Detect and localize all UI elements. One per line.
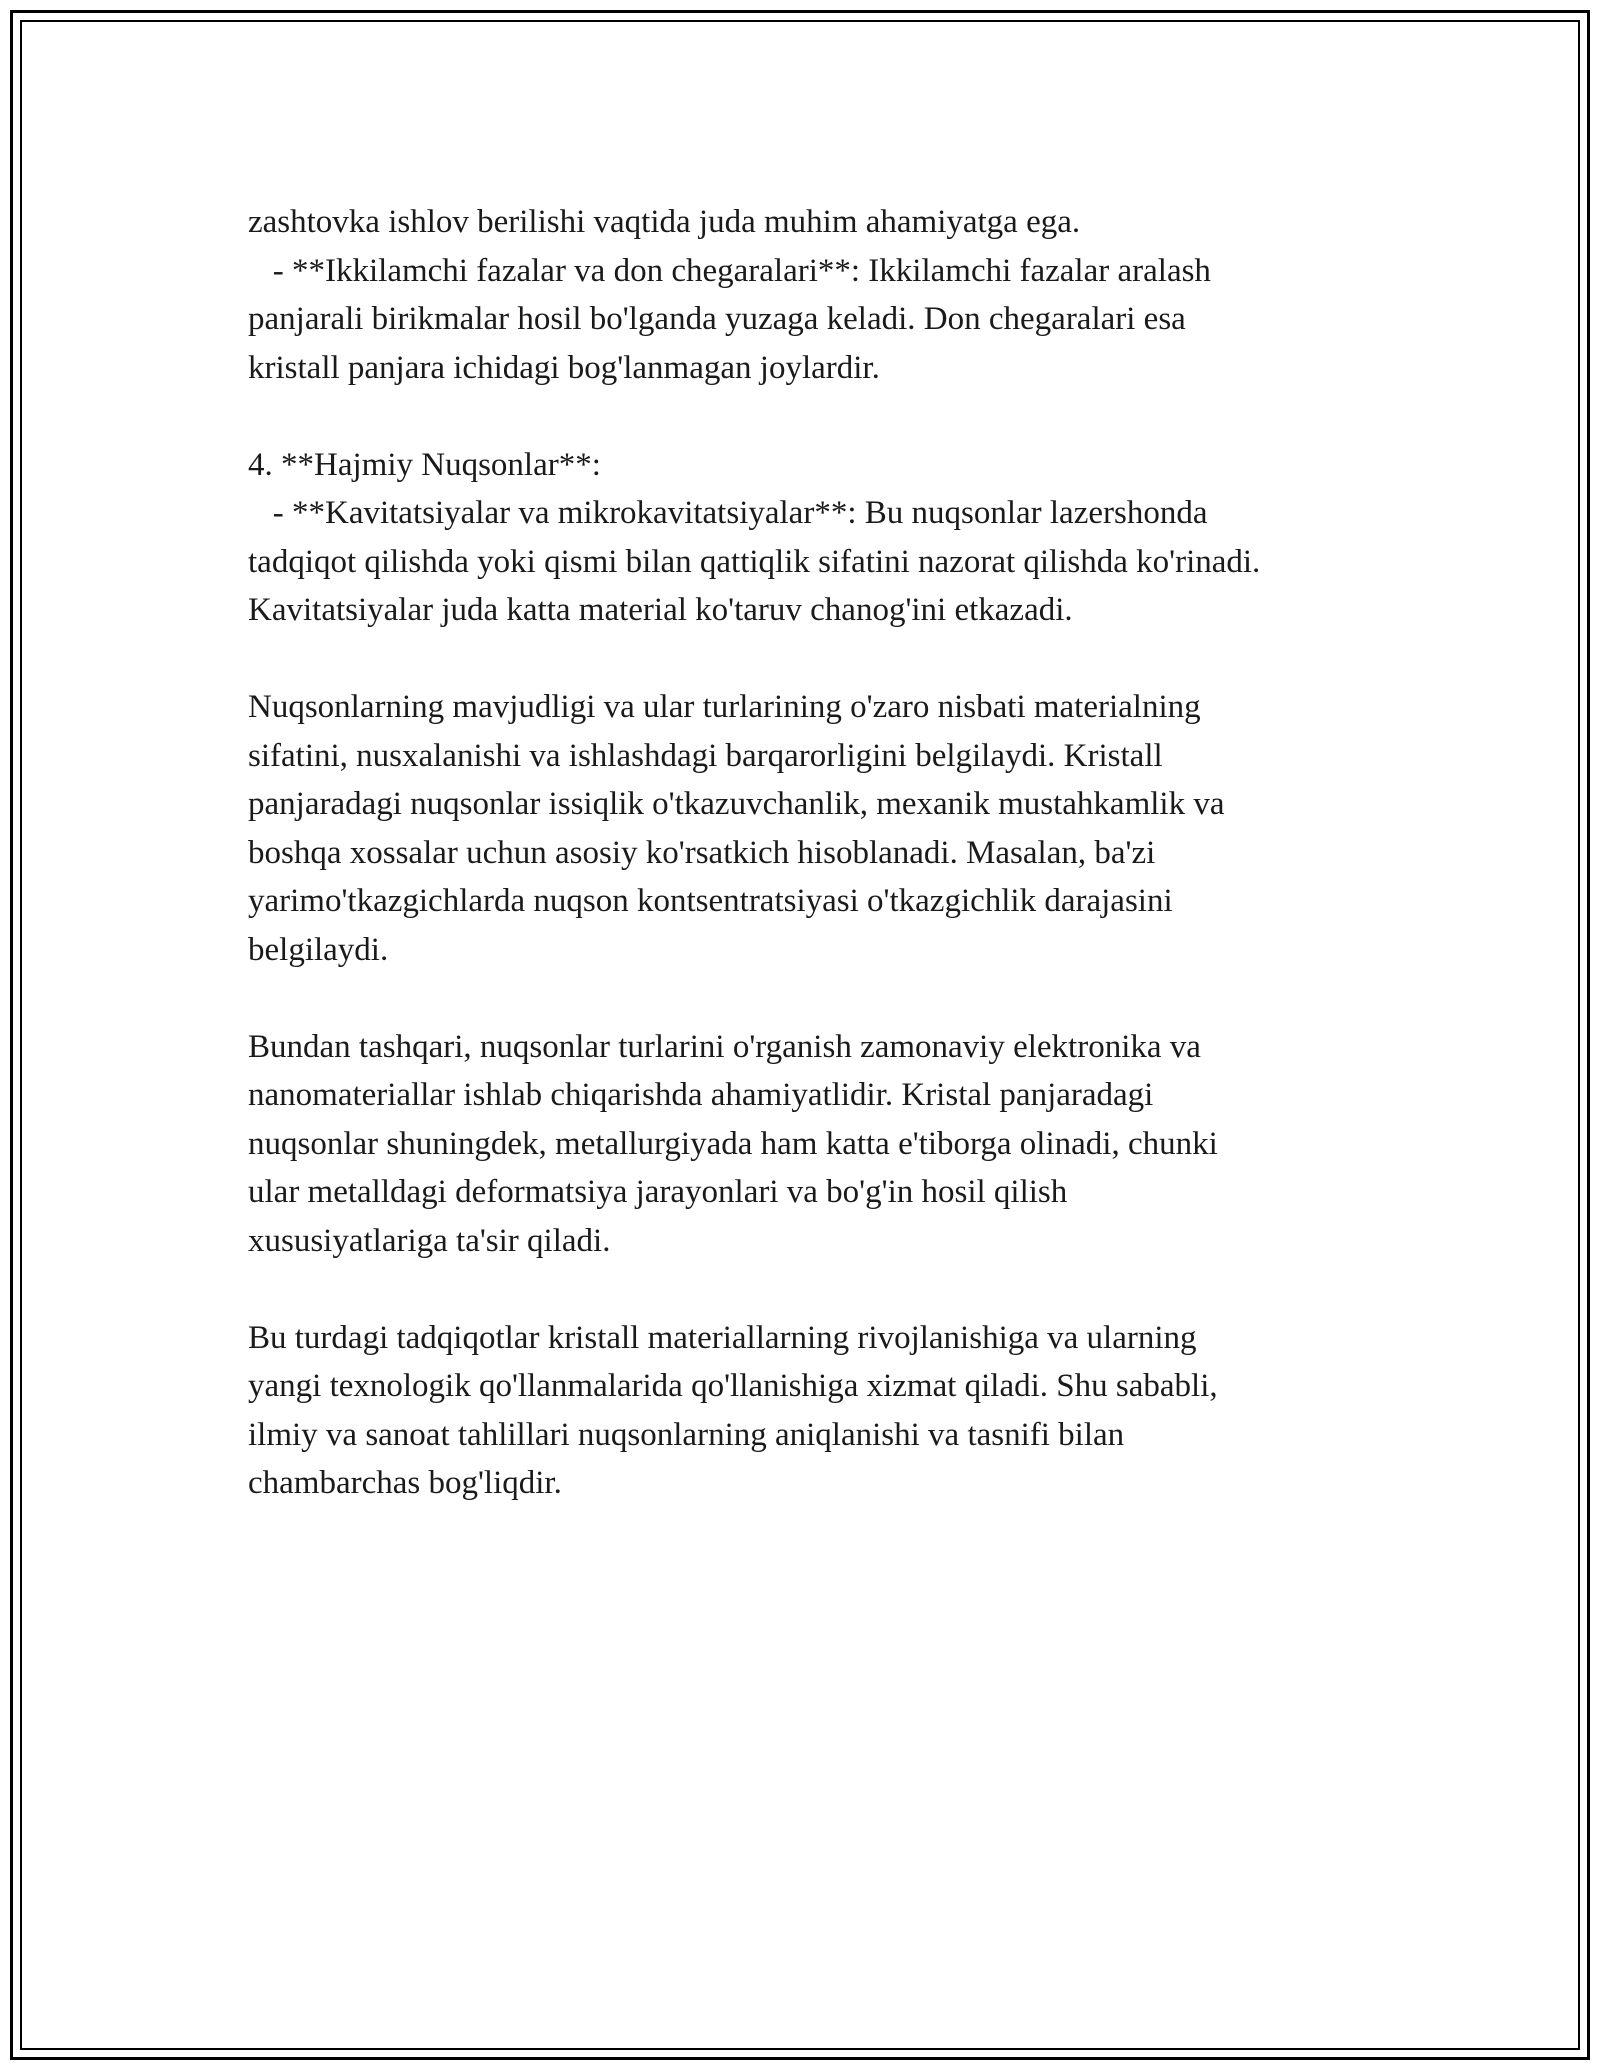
text-line: boshqa xossalar uchun asosiy ko'rsatkich hisoblanadi. Masalan, ba'zi	[248, 834, 1156, 871]
text-line: belgilaydi.	[248, 931, 389, 968]
text-line: Bu turdagi tadqiqotlar kristall materiallarning rivojlanishiga va ularning	[248, 1319, 1197, 1356]
text-line: - **Ikkilamchi fazalar va don chegaralari**: Ikkilamchi fazalar aralash	[248, 252, 1211, 289]
paragraph-conclusion	[248, 1314, 1428, 1508]
text-line: panjarali birikmalar hosil bo'lganda yuzaga keladi. Don chegaralari esa	[248, 301, 1186, 337]
text-line: chambarchas bog'liqdir.	[248, 1465, 562, 1501]
text-line: xususiyatlariga ta'sir qiladi.	[248, 1222, 611, 1259]
text-line: tadqiqot qilishda yoki qismi bilan qattiqlik sifatini nazorat qilishda ko'rinadi.	[248, 543, 1261, 580]
paragraph-volume-defects	[248, 441, 1428, 635]
document-page	[10, 10, 1590, 2060]
text-line: ular metalldagi deformatsiya jarayonlari va bo'g'in hosil qilish	[248, 1174, 1068, 1210]
text-line: - **Kavitatsiyalar va mikrokavitatsiyalar**: Bu nuqsonlar lazershonda	[248, 495, 1208, 531]
paragraph-gap	[248, 974, 1428, 1023]
paragraph-phase-defects	[248, 198, 1428, 392]
text-line: yangi texnologik qo'llanmalarida qo'llanishiga xizmat qiladi. Shu sababli,	[248, 1368, 1218, 1404]
paragraph-gap	[248, 635, 1428, 684]
text-line: yarimo'tkazgichlarda nuqson kontsentratsiyasi o'tkazgichlik darajasini	[248, 883, 1173, 919]
text-line: Kavitatsiyalar juda katta material ko'taruv chanog'ini etkazadi.	[248, 592, 1073, 628]
text-line: nanomateriallar ishlab chiqarishda ahamiyatlidir. Kristal panjaradagi	[248, 1077, 1154, 1113]
paragraph-gap	[248, 1265, 1428, 1314]
paragraph-gap	[248, 392, 1428, 441]
text-line: sifatini, nusxalanishi va ishlashdagi barqarorligini belgilaydi. Kristall	[248, 737, 1163, 774]
text-line: panjaradagi nuqsonlar issiqlik o'tkazuvchanlik, mexanik mustahkamlik va	[248, 786, 1225, 822]
text-line: nuqsonlar shuningdek, metallurgiyada ham katta e'tiborga olinadi, chunki	[248, 1125, 1218, 1162]
text-line: kristall panjara ichidagi bog'lanmagan joylardir.	[248, 349, 880, 386]
text-line: Nuqsonlarning mavjudligi va ular turlarining o'zaro nisbati materialning	[248, 689, 1201, 725]
paragraph-applications	[248, 1023, 1428, 1266]
text-line: Bundan tashqari, nuqsonlar turlarini o'rganish zamonaviy elektronika va	[248, 1028, 1201, 1065]
text-line: 4. **Hajmiy Nuqsonlar**:	[248, 446, 601, 483]
text-line: zashtovka ishlov berilishi vaqtida juda muhim ahamiyatga ega.	[248, 204, 1081, 240]
text-line: ilmiy va sanoat tahlillari nuqsonlarning aniqlanishi va tasnifi bilan	[248, 1416, 1125, 1453]
paragraph-defect-significance	[248, 683, 1428, 974]
document-body	[248, 198, 1428, 1508]
